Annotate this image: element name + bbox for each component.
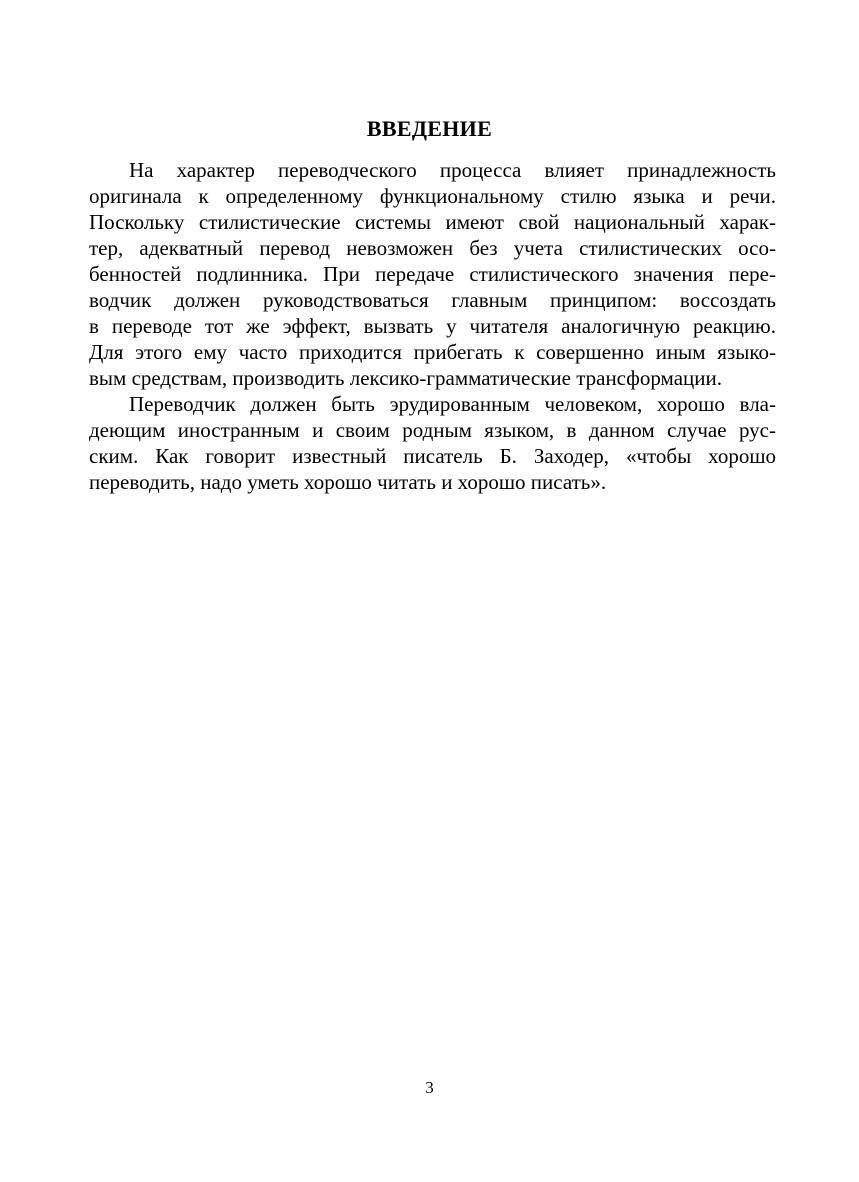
text-line: Поскольку стилистические системы имеют свой национальный харак- (89, 210, 776, 234)
paragraph-1 (89, 157, 776, 391)
text-line: Переводчик должен быть эрудированным человеком, хорошо вла- (129, 392, 776, 416)
page-number: 3 (425, 1078, 434, 1097)
text-line: бенностей подлинника. При передаче стилистического значения пере- (89, 262, 776, 286)
text-line: На характер переводческого процесса влияет принадлежность (129, 158, 776, 182)
text-line: тер, адекватный перевод невозможен без учета стилистических осо- (89, 236, 776, 260)
text-line: деющим иностранным и своим родным языком, в данном случае рус- (89, 418, 776, 442)
text-line: Для этого ему часто приходится прибегать к совершенно иным языко- (89, 340, 776, 364)
body-text (89, 157, 776, 495)
text-line: в переводе тот же эффект, вызвать у читателя аналогичную реакцию. (89, 314, 776, 338)
text-line: вым средствам, производить лексико-грамматические трансформации. (89, 366, 722, 390)
text-line: водчик должен руководствоваться главным принципом: воссоздать (89, 288, 776, 312)
text-line: переводить, надо уметь хорошо читать и хорошо писать». (89, 470, 607, 494)
page-title: ВВЕДЕНИЕ (366, 116, 493, 141)
text-line: оригинала к определенному функциональному стилю языка и речи. (89, 184, 776, 208)
text-line: ским. Как говорит известный писатель Б. Заходер, «чтобы хорошо (89, 444, 776, 468)
paragraph-2 (89, 391, 776, 495)
